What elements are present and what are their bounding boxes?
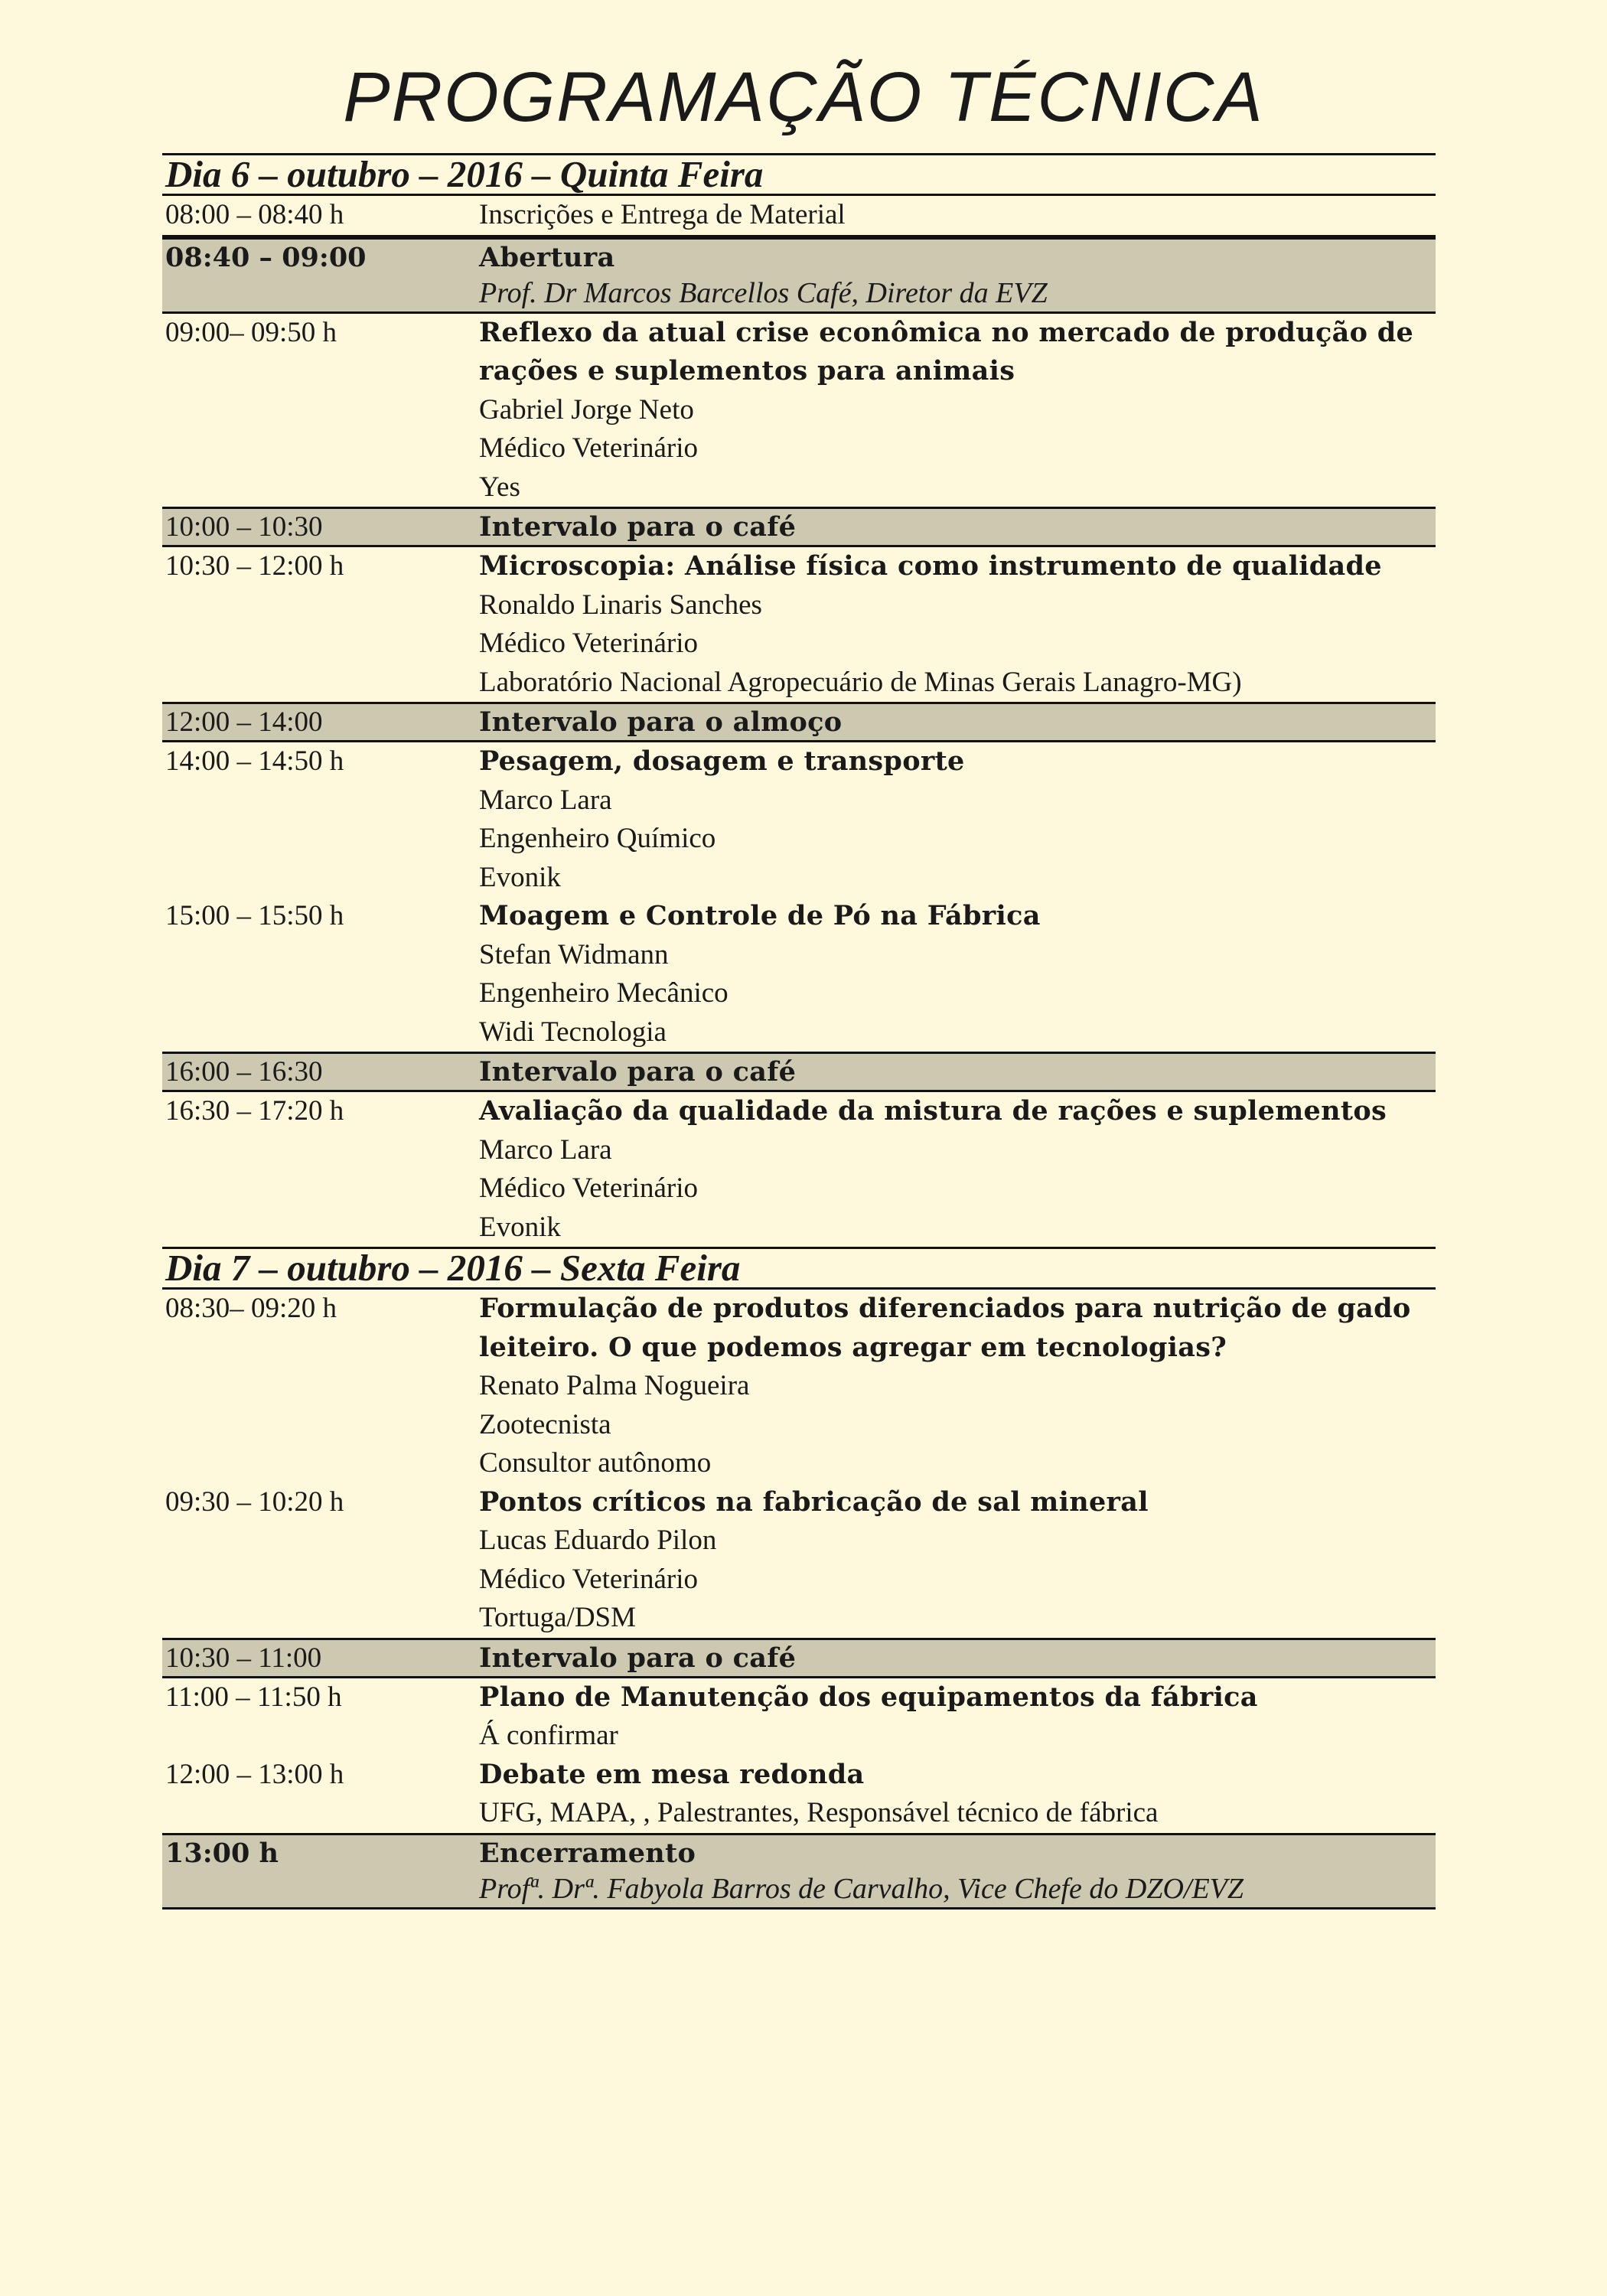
session-content <box>479 1054 1436 1090</box>
session-time: 16:30 – 17:20 h <box>165 1095 344 1127</box>
session-host: Profª. Drª. Fabyola Barros de Carvalho, Vice Chefe do DZO/EVZ <box>479 1872 1244 1905</box>
session-content <box>479 1290 1436 1483</box>
session-title: Formulação de produtos diferenciados para nutrição de gado <box>479 1293 1411 1324</box>
speaker-affiliation: Evonik <box>479 861 561 893</box>
technical-program <box>162 153 1436 1910</box>
session-time: 10:30 – 12:00 h <box>165 550 344 582</box>
session-time: 09:30 – 10:20 h <box>165 1486 344 1518</box>
session-row <box>162 237 1436 314</box>
session-row <box>162 1483 1436 1638</box>
session-title: Abertura <box>479 241 615 273</box>
speaker-role: Médico Veterinário <box>479 432 698 464</box>
session-content <box>479 196 1436 235</box>
session-row <box>162 1678 1436 1756</box>
session-host: Prof. Dr Marcos Barcellos Café, Diretor da EVZ <box>479 276 1048 309</box>
session-time: 10:00 – 10:30 <box>165 511 323 543</box>
session-title: Moagem e Controle de Pó na Fábrica <box>479 900 1041 931</box>
speaker-name: Marco Lara <box>479 1133 612 1166</box>
session-time: 08:00 – 08:40 h <box>165 199 344 230</box>
speaker-name: Lucas Eduardo Pilon <box>479 1525 717 1556</box>
speaker-name: Stefan Widmann <box>479 938 669 970</box>
session-title: Pesagem, dosagem e transporte <box>479 745 965 777</box>
day-header: Dia 6 – outubro – 2016 – Quinta Feira <box>162 153 1436 196</box>
session-row <box>162 314 1436 507</box>
session-content <box>479 1483 1436 1638</box>
session-time: 12:00 – 14:00 <box>165 706 323 738</box>
session-content <box>479 1835 1436 1907</box>
session-row <box>162 742 1436 897</box>
speaker-name: Gabriel Jorge Neto <box>479 393 694 426</box>
break-row <box>162 507 1436 547</box>
session-time: 09:00– 09:50 h <box>165 316 337 348</box>
break-row <box>162 702 1436 742</box>
break-row <box>162 1052 1436 1092</box>
session-title: Debate em mesa redonda <box>479 1758 865 1790</box>
page-title: PROGRAMAÇÃO TÉCNICA <box>343 58 1264 136</box>
speaker-role: Médico Veterinário <box>479 628 698 659</box>
speaker-affiliation: Evonik <box>479 1211 561 1243</box>
speaker-affiliation: Consultor autônomo <box>479 1447 712 1479</box>
speaker-affiliation: Widi Tecnologia <box>479 1016 667 1048</box>
session-content <box>479 742 1436 897</box>
session-row <box>162 1092 1436 1247</box>
session-title: Microscopia: Análise física como instrumento de qualidade <box>479 550 1382 582</box>
session-title: Intervalo para o café <box>479 1056 797 1088</box>
session-time: 14:00 – 14:50 h <box>165 745 344 777</box>
session-title: Avaliação da qualidade da mistura de rações e suplementos <box>479 1095 1387 1127</box>
speaker-affiliation: Yes <box>479 471 520 503</box>
speaker-name: Renato Palma Nogueira <box>479 1370 750 1401</box>
speaker-name: Ronaldo Linaris Sanches <box>479 589 762 621</box>
session-row <box>162 547 1436 702</box>
session-row <box>162 897 1436 1052</box>
session-content <box>479 1756 1436 1833</box>
session-row <box>162 1290 1436 1483</box>
session-title: leiteiro. O que podemos agregar em tecnologias? <box>479 1331 1227 1363</box>
session-content <box>479 1640 1436 1676</box>
session-title: Plano de Manutenção dos equipamentos da fábrica <box>479 1681 1258 1713</box>
session-content <box>479 314 1436 507</box>
session-title: Intervalo para o café <box>479 1642 797 1674</box>
day-header: Dia 7 – outubro – 2016 – Sexta Feira <box>162 1247 1436 1290</box>
session-time: 12:00 – 13:00 h <box>165 1758 344 1790</box>
session-row <box>162 1833 1436 1910</box>
session-title: Reflexo da atual crise econômica no mercado de produção de <box>479 316 1414 348</box>
speaker-role: Médico Veterinário <box>479 1172 698 1204</box>
break-row <box>162 1638 1436 1678</box>
speaker-affiliation: Laboratório Nacional Agropecuário de Minas Gerais Lanagro-MG) <box>479 666 1242 698</box>
session-content <box>479 897 1436 1052</box>
session-time: 15:00 – 15:50 h <box>165 900 344 931</box>
session-title: Intervalo para o almoço <box>479 706 843 738</box>
session-title: Pontos críticos na fabricação de sal mineral <box>479 1486 1149 1518</box>
speaker-role: Engenheiro Mecânico <box>479 977 729 1009</box>
session-content <box>479 1092 1436 1247</box>
session-title: rações e suplementos para animais <box>479 355 1015 386</box>
session-row <box>162 1756 1436 1833</box>
speaker-role: Médico Veterinário <box>479 1563 698 1595</box>
session-detail: Inscrições e Entrega de Material <box>479 199 846 230</box>
session-time: 08:30– 09:20 h <box>165 1293 337 1324</box>
speaker-name: UFG, MAPA, , Palestrantes, Responsável técnico de fábrica <box>479 1797 1159 1828</box>
speaker-affiliation: Tortuga/DSM <box>479 1602 637 1633</box>
session-content <box>479 1678 1436 1756</box>
session-time: 16:00 – 16:30 <box>165 1056 323 1088</box>
session-title: Encerramento <box>479 1837 696 1869</box>
session-content <box>479 240 1436 311</box>
session-time: 08:40 – 09:00 <box>165 241 367 273</box>
session-content <box>479 704 1436 740</box>
session-row <box>162 196 1436 237</box>
session-content <box>479 509 1436 545</box>
speaker-role: Zootecnista <box>479 1408 611 1440</box>
session-time: 11:00 – 11:50 h <box>165 1681 342 1713</box>
session-title: Intervalo para o café <box>479 511 797 543</box>
session-time: 13:00 h <box>165 1837 279 1869</box>
session-content <box>479 547 1436 702</box>
speaker-name: Marco Lara <box>479 784 612 816</box>
session-time: 10:30 – 11:00 <box>165 1642 322 1674</box>
speaker-name: Á confirmar <box>479 1720 618 1751</box>
speaker-role: Engenheiro Químico <box>479 823 716 854</box>
